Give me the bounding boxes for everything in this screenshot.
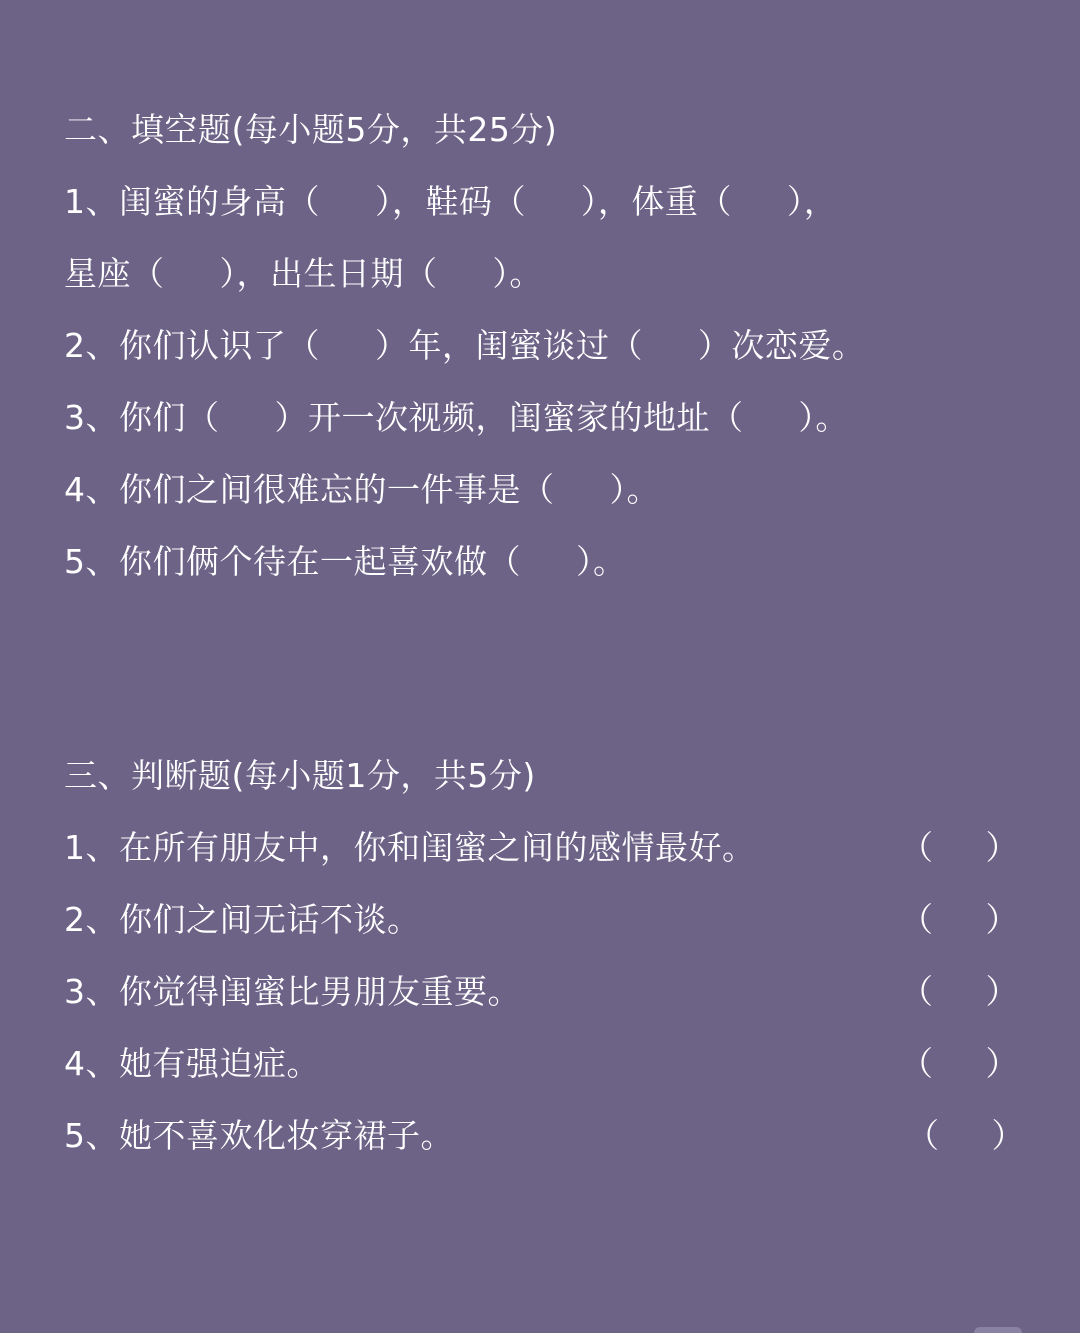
fill-blank-heading: 二、填空题(每小题5分，共25分) — [64, 110, 558, 149]
true-false-answer-3: （ ） — [900, 972, 1019, 1011]
fill-blank-line-4: 3、你们（ ）开一次视频，闺蜜家的地址（ ）。 — [64, 398, 849, 437]
true-false-answer-2: （ ） — [900, 900, 1019, 939]
true-false-question-1: 1、在所有朋友中，你和闺蜜之间的感情最好。 — [64, 828, 756, 867]
fill-blank-line-1: 1、闺蜜的身高（ ），鞋码（ ），体重（ ）， — [64, 182, 838, 221]
fill-blank-line-3: 2、你们认识了（ ）年，闺蜜谈过（ ）次恋爱。 — [64, 326, 866, 365]
true-false-answer-1: （ ） — [900, 828, 1019, 867]
fill-blank-line-6: 5、你们俩个待在一起喜欢做（ ）。 — [64, 542, 627, 581]
fill-blank-line-5: 4、你们之间很难忘的一件事是（ ）。 — [64, 470, 660, 509]
true-false-question-2: 2、你们之间无话不谈。 — [64, 900, 421, 939]
true-false-answer-4: （ ） — [900, 1044, 1019, 1083]
fill-blank-line-2: 星座（ ），出生日期（ ）。 — [64, 254, 543, 293]
true-false-question-5: 5、她不喜欢化妆穿裙子。 — [64, 1116, 454, 1155]
true-false-question-4: 4、她有强迫症。 — [64, 1044, 320, 1083]
true-false-answer-5: （ ） — [906, 1116, 1025, 1155]
true-false-heading: 三、判断题(每小题1分，共5分) — [64, 756, 536, 795]
true-false-question-3: 3、你觉得闺蜜比男朋友重要。 — [64, 972, 521, 1011]
corner-decoration — [974, 1327, 1022, 1333]
